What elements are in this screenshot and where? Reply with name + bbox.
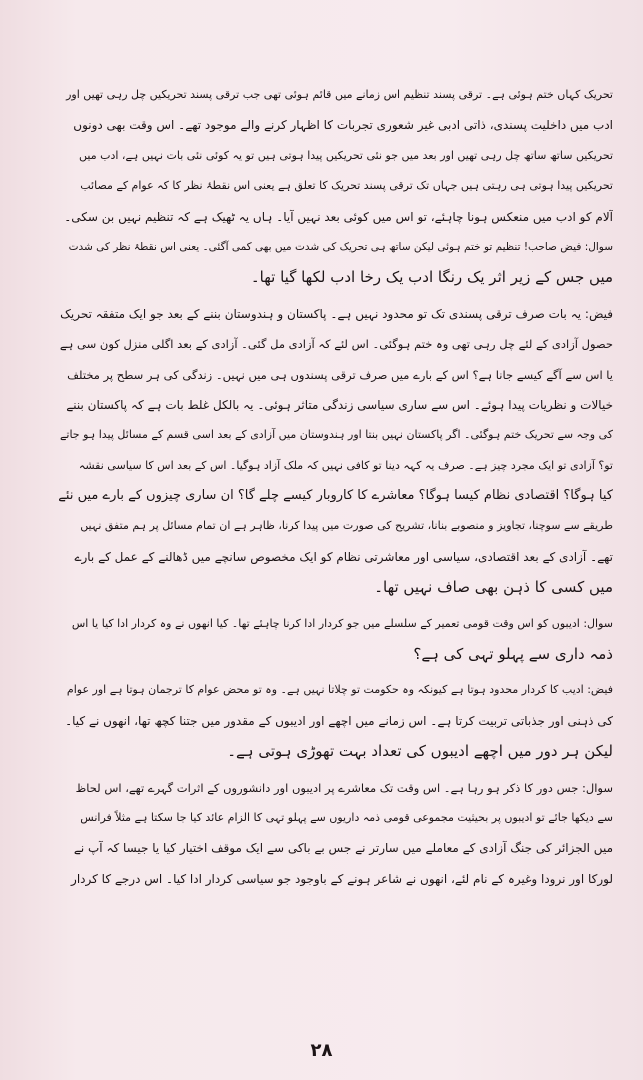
answer-line: فیض: ادیب کا کردار محدود ہوتا ہے کیونکہ وہ حکومت تو چلاتا نہیں ہے۔ وہ تو محض عوام کا ترجمان ہوتا ہے اور عوام xyxy=(66,683,613,697)
text-line: کی ذہنی اور جذباتی تربیت کرتا ہے۔ اس زمانے میں اچھے اور ادیبوں کے مقدور میں جتنا کچھ تھا، انھوں نے کیا۔ xyxy=(65,713,613,728)
text-line: کی وجہ سے تحریک ختم ہوگئی۔ اگر پاکستان نہیں بنتا اور ہندوستان میں آزادی کے بعد اسی قسم کے مسائل پیدا ہو جاتے xyxy=(59,428,613,442)
text-line: کیا ہوگا؟ اقتصادی نظام کیسا ہوگا؟ معاشرے کا کاروبار کیسے چلے گا؟ ان ساری چیزوں کے بارے میں نئے xyxy=(58,488,613,504)
question-line: سوال: ادیبوں کو اس وقت قومی تعمیر کے سلسلے میں جو کردار ادا کرنا چاہئے تھا۔ کیا انھوں نے وہ کردار ادا کیا یا اس xyxy=(71,616,613,630)
question-line: سوال: جس دور کا ذکر ہو رہا ہے۔ اس وقت تک معاشرے پر ادیبوں اور دانشوروں کے اثرات گہرے تھے، اس لحاظ xyxy=(75,780,613,795)
text-line: تھے۔ آزادی کے بعد اقتصادی، سیاسی اور معاشرتی نظام کو ایک مخصوص سانچے میں ڈھالنے کے عمل کے بارے xyxy=(74,549,613,564)
text-line: یا اس سے آگے کیسے جانا ہے؟ اس کے بارے میں صرف ترقی پسندوں ہی میں نہیں۔ زندگی کی ہر سطح پر مختلف xyxy=(67,367,613,382)
text-line: میں کسی کا ذہن بھی صاف نہیں تھا۔ xyxy=(374,578,613,597)
text-line: خیالات و نظریات پیدا ہوئے۔ اس سے ساری سیاسی زندگی متاثر ہوئی۔ یہ بالکل غلط بات ہے کہ پاکستان بننے xyxy=(66,397,613,412)
text-line: ذمہ داری سے پہلو تہی کی ہے؟ xyxy=(413,645,613,664)
question-line: سوال: فیض صاحب! تنظیم تو ختم ہوئی لیکن ساتھ ہی تحریک کی شدت میں بھی کمی آگئی۔ یعنی اس نقطۂ نظر کی شدت xyxy=(68,240,613,253)
answer-line: فیض: یہ بات صرف ترقی پسندی تک تو محدود نہیں ہے۔ پاکستان و ہندوستان بننے کے بعد جو ایک متفقہ تحریک xyxy=(60,306,613,321)
text-line: تحریکیں پیدا ہوتی ہی رہتی ہیں جہاں تک ترقی پسند تحریک کا تعلق ہے یعنی اس نقطۂ نظر کا کہ عوام کے مصائب xyxy=(80,179,613,193)
text-line: لورکا اور نرودا وغیرہ کے نام لئے، انھوں نے شاعر ہونے کے باوجود جو سیاسی کردار ادا کیا۔ اس درجے کا کردار xyxy=(71,871,613,886)
text-line: تو؟ آزادی تو ایک مجرد چیز ہے۔ صرف یہ کہہ دینا تو کافی نہیں کہ ملک آزاد ہوگیا۔ اس کے بعد اس کا سیاسی نقشہ xyxy=(78,458,613,472)
text-line: لیکن ہر دور میں اچھے ادیبوں کی تعداد بہت تھوڑی ہوتی ہے۔ xyxy=(227,742,613,761)
urdu-text-body xyxy=(58,80,613,894)
text-line: آلام کو ادب میں منعکس ہونا چاہئے، تو اس میں کوئی بعد نہیں آیا۔ ہاں یہ ٹھیک ہے کہ تنظیم نہیں بن سکی۔ xyxy=(64,209,613,224)
text-line: تحریک کہاں ختم ہوئی ہے۔ ترقی پسند تنظیم اس زمانے میں قائم ہوئی تھی جب ترقی پسند تحریکیں چل رہی تھیں اور xyxy=(66,88,613,101)
text-line: طریقے سے سوچنا، تجاویز و منصوبے بنانا، تشریح کی صورت میں پیدا کرنا، ظاہر ہے ان تمام مسائل پر ہم متفق نہیں xyxy=(80,519,613,533)
text-line: میں الجزائر کی جنگ آزادی کے معاملے میں سارتر نے جس بے باکی سے ایک موقف اختیار کیا یا جیسا کہ آپ نے xyxy=(73,841,613,856)
page-number: ۲۸ xyxy=(310,1040,333,1061)
text-line: ادب میں داخلیت پسندی، ذاتی ادبی غیر شعوری تجربات کا اظہار کرنے والے موجود تھے۔ اس وقت بھی دونوں xyxy=(73,118,613,133)
text-line: میں جس کے زیر اثر یک رنگا ادب یک رخا ادب لکھا گیا تھا۔ xyxy=(250,268,613,287)
text-line: سے دیکھا جائے تو ادیبوں پر بحیثیت مجموعی قومی ذمہ داریوں سے پہلو تہی کا الزام عائد کیا جا سکتا ہے مثلاً فرانس xyxy=(80,810,613,824)
text-line: تحریکیں ساتھ ساتھ چل رہی تھیں اور بعد میں جو نئی تحریکیں پیدا ہوتی ہیں تو یہ کوئی نئی بات نہیں ہے، ادب میں xyxy=(79,148,613,162)
text-line: حصول آزادی کے لئے چل رہی تھی وہ ختم ہوگئی۔ اس لئے کہ آزادی مل گئی۔ آزادی کے بعد اگلی منزل کون سی ہے xyxy=(59,337,613,352)
